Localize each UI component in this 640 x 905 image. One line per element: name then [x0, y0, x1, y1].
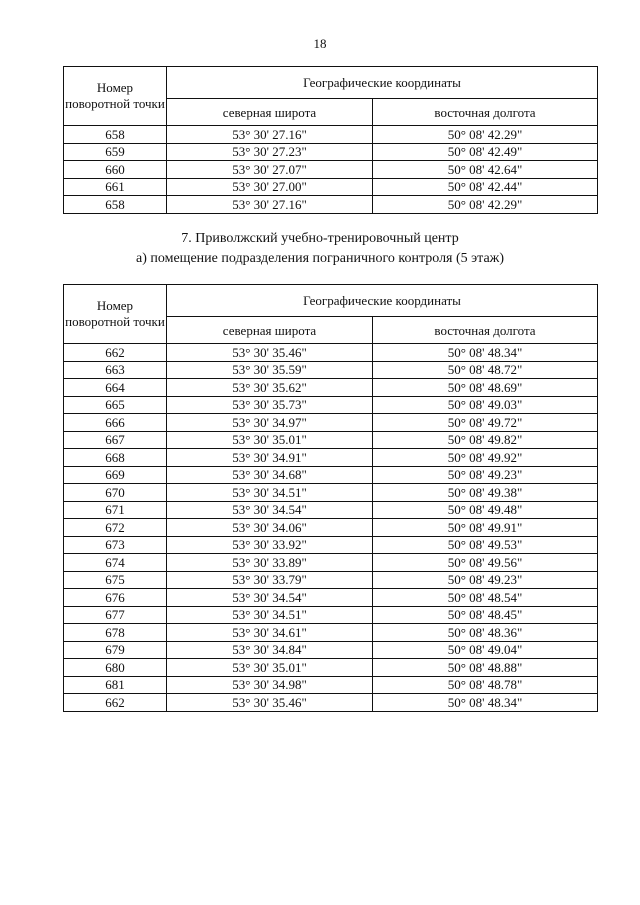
table-row — [64, 161, 598, 179]
table-row — [64, 361, 598, 379]
point-number-cell: 681 — [64, 676, 167, 694]
header-point-number: Номер поворотной точки — [64, 285, 167, 344]
table-row — [64, 589, 598, 607]
header-geo-coords: Географические координаты — [167, 67, 598, 99]
latitude-cell: 53° 30' 34.98" — [167, 676, 373, 694]
table-row — [64, 196, 598, 214]
longitude-cell: 50° 08' 42.49" — [373, 143, 598, 161]
table-row — [64, 178, 598, 196]
header-longitude: восточная долгота — [373, 317, 598, 344]
table-row — [64, 694, 598, 712]
longitude-cell: 50° 08' 49.82" — [373, 431, 598, 449]
table-row — [64, 519, 598, 537]
longitude-cell: 50° 08' 48.34" — [373, 344, 598, 362]
point-number-cell: 671 — [64, 501, 167, 519]
longitude-cell: 50° 08' 42.29" — [373, 196, 598, 214]
latitude-cell: 53° 30' 35.62" — [167, 379, 373, 397]
latitude-cell: 53° 30' 27.23" — [167, 143, 373, 161]
table-row — [64, 449, 598, 467]
point-number-cell: 674 — [64, 554, 167, 572]
longitude-cell: 50° 08' 48.45" — [373, 606, 598, 624]
table-row — [64, 414, 598, 432]
header-geo-coords: Географические координаты — [167, 285, 598, 317]
longitude-cell: 50° 08' 48.36" — [373, 624, 598, 642]
table-row — [64, 536, 598, 554]
longitude-cell: 50° 08' 49.53" — [373, 536, 598, 554]
point-number-cell: 660 — [64, 161, 167, 179]
page-number: 18 — [313, 36, 327, 51]
table-row — [64, 606, 598, 624]
longitude-cell: 50° 08' 42.29" — [373, 126, 598, 144]
latitude-cell: 53° 30' 34.51" — [167, 606, 373, 624]
longitude-cell: 50° 08' 49.48" — [373, 501, 598, 519]
latitude-cell: 53° 30' 35.46" — [167, 344, 373, 362]
section-title: 7. Приволжский учебно-тренировочный центр — [181, 231, 459, 246]
table-row — [64, 126, 598, 144]
table-row — [64, 571, 598, 589]
header-latitude: северная широта — [167, 317, 373, 344]
latitude-cell: 53° 30' 27.00" — [167, 178, 373, 196]
longitude-cell: 50° 08' 49.92" — [373, 449, 598, 467]
latitude-cell: 53° 30' 34.06" — [167, 519, 373, 537]
point-number-cell: 669 — [64, 466, 167, 484]
latitude-cell: 53° 30' 35.46" — [167, 694, 373, 712]
longitude-cell: 50° 08' 49.23" — [373, 466, 598, 484]
latitude-cell: 53° 30' 33.89" — [167, 554, 373, 572]
point-number-cell: 658 — [64, 196, 167, 214]
point-number-cell: 663 — [64, 361, 167, 379]
table-row — [64, 396, 598, 414]
table-row — [64, 554, 598, 572]
table-row — [64, 641, 598, 659]
longitude-cell: 50° 08' 48.69" — [373, 379, 598, 397]
header-latitude: северная широта — [167, 99, 373, 126]
longitude-cell: 50° 08' 48.72" — [373, 361, 598, 379]
point-number-cell: 678 — [64, 624, 167, 642]
latitude-cell: 53° 30' 34.91" — [167, 449, 373, 467]
table-row — [64, 344, 598, 362]
point-number-cell: 676 — [64, 589, 167, 607]
header-longitude: восточная долгота — [373, 99, 598, 126]
longitude-cell: 50° 08' 48.88" — [373, 659, 598, 677]
latitude-cell: 53° 30' 34.54" — [167, 501, 373, 519]
table-row — [64, 484, 598, 502]
latitude-cell: 53° 30' 34.54" — [167, 589, 373, 607]
point-number-cell: 666 — [64, 414, 167, 432]
longitude-cell: 50° 08' 48.54" — [373, 589, 598, 607]
latitude-cell: 53° 30' 34.51" — [167, 484, 373, 502]
longitude-cell: 50° 08' 49.38" — [373, 484, 598, 502]
point-number-cell: 667 — [64, 431, 167, 449]
table-row — [64, 143, 598, 161]
latitude-cell: 53° 30' 27.07" — [167, 161, 373, 179]
point-number-cell: 662 — [64, 344, 167, 362]
point-number-cell: 670 — [64, 484, 167, 502]
header-point-number: Номер поворотной точки — [64, 67, 167, 126]
point-number-cell: 679 — [64, 641, 167, 659]
table-row — [64, 431, 598, 449]
table-row — [64, 466, 598, 484]
point-number-cell: 659 — [64, 143, 167, 161]
longitude-cell: 50° 08' 49.04" — [373, 641, 598, 659]
point-number-cell: 664 — [64, 379, 167, 397]
longitude-cell: 50° 08' 49.03" — [373, 396, 598, 414]
point-number-cell: 661 — [64, 178, 167, 196]
table-row — [64, 379, 598, 397]
longitude-cell: 50° 08' 49.56" — [373, 554, 598, 572]
latitude-cell: 53° 30' 34.61" — [167, 624, 373, 642]
longitude-cell: 50° 08' 48.34" — [373, 694, 598, 712]
latitude-cell: 53° 30' 35.59" — [167, 361, 373, 379]
point-number-cell: 680 — [64, 659, 167, 677]
latitude-cell: 53° 30' 35.01" — [167, 431, 373, 449]
point-number-cell: 658 — [64, 126, 167, 144]
latitude-cell: 53° 30' 34.84" — [167, 641, 373, 659]
point-number-cell: 677 — [64, 606, 167, 624]
longitude-cell: 50° 08' 42.64" — [373, 161, 598, 179]
section-subtitle: а) помещение подразделения пограничного контроля (5 этаж) — [135, 251, 504, 266]
latitude-cell: 53° 30' 35.73" — [167, 396, 373, 414]
point-number-cell: 675 — [64, 571, 167, 589]
latitude-cell: 53° 30' 34.97" — [167, 414, 373, 432]
point-number-cell: 673 — [64, 536, 167, 554]
longitude-cell: 50° 08' 42.44" — [373, 178, 598, 196]
latitude-cell: 53° 30' 33.79" — [167, 571, 373, 589]
longitude-cell: 50° 08' 49.23" — [373, 571, 598, 589]
longitude-cell: 50° 08' 49.72" — [373, 414, 598, 432]
coordinates-table-2 — [63, 284, 598, 712]
latitude-cell: 53° 30' 33.92" — [167, 536, 373, 554]
latitude-cell: 53° 30' 35.01" — [167, 659, 373, 677]
point-number-cell: 662 — [64, 694, 167, 712]
point-number-cell: 668 — [64, 449, 167, 467]
table-row — [64, 501, 598, 519]
longitude-cell: 50° 08' 49.91" — [373, 519, 598, 537]
latitude-cell: 53° 30' 34.68" — [167, 466, 373, 484]
point-number-cell: 665 — [64, 396, 167, 414]
latitude-cell: 53° 30' 27.16" — [167, 196, 373, 214]
longitude-cell: 50° 08' 48.78" — [373, 676, 598, 694]
table-row — [64, 659, 598, 677]
table-row — [64, 676, 598, 694]
latitude-cell: 53° 30' 27.16" — [167, 126, 373, 144]
table-row — [64, 624, 598, 642]
point-number-cell: 672 — [64, 519, 167, 537]
coordinates-table-1 — [63, 66, 598, 214]
